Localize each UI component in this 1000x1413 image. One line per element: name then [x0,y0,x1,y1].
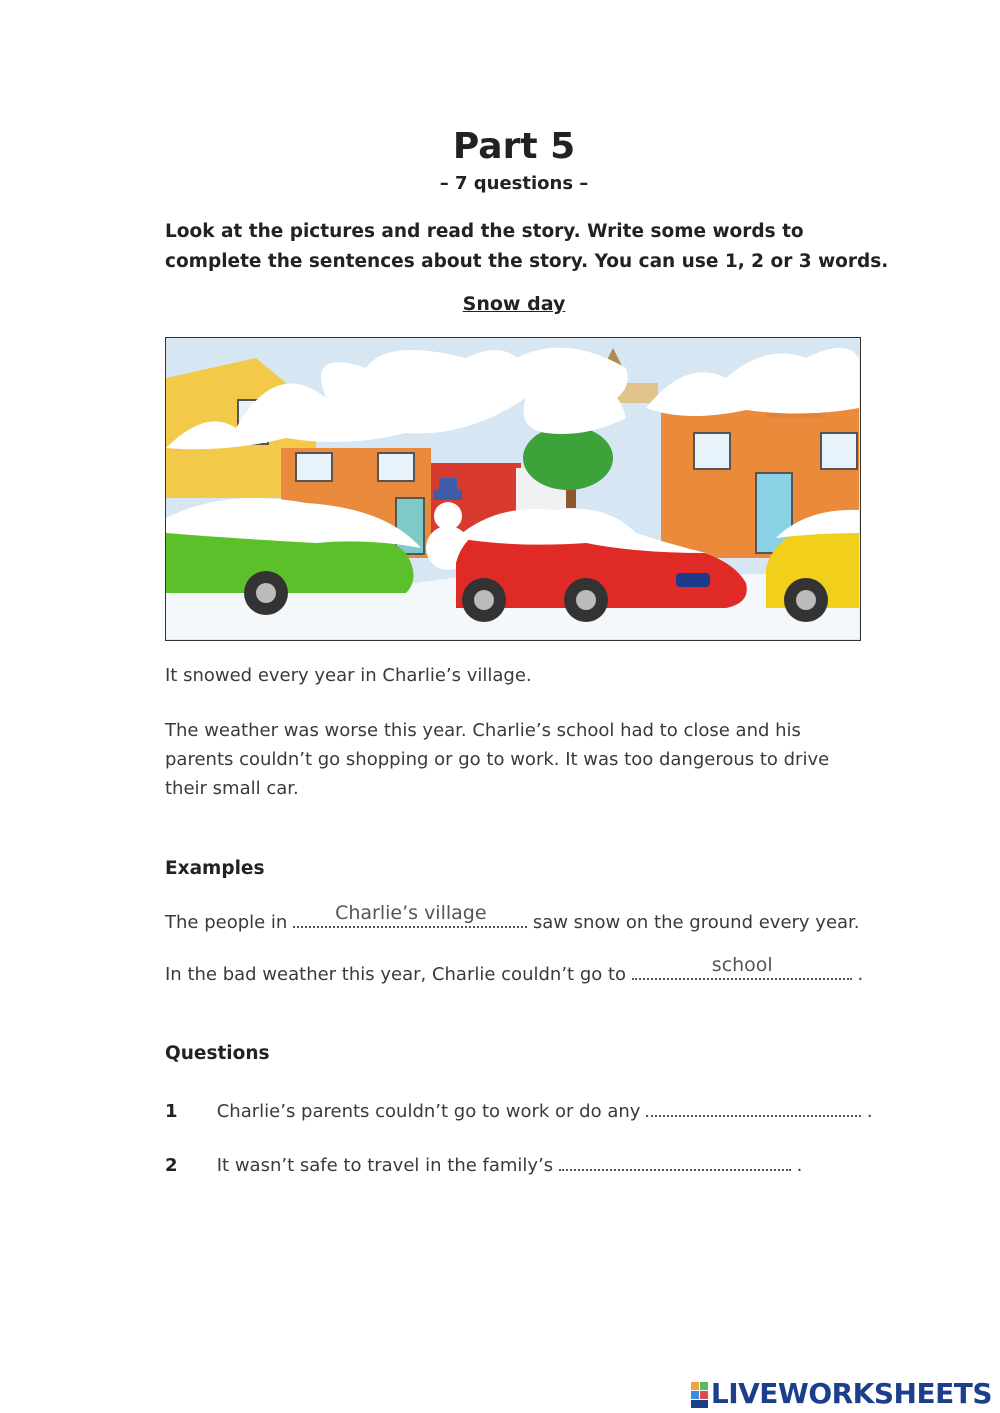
page-title: Part 5 [452,126,576,167]
snowy-street-image [166,338,859,639]
question-1-number: 1 [165,1101,178,1122]
instructions-line-2: complete the sentences about the story. You can use 1, 2 or 3 words. [165,251,889,272]
example-1-answer: Charlie’s village [335,902,487,924]
question-2 [165,1155,802,1176]
example-2-answer: school [711,954,773,976]
logo-text: LIVEWORKSHEETS [710,1377,992,1410]
example-2-text: In the bad weather this year, Charlie couldn’t go to [165,964,627,985]
example-1 [165,902,860,933]
story-paragraph-2-line-3: their small car. [165,778,299,799]
liveworksheets-logo [691,1377,992,1410]
question-1-end: . [866,1101,873,1122]
questions-heading: Questions [165,1043,270,1064]
example-2-end: . [857,964,864,985]
instructions-line-1: Look at the pictures and read the story. Write some words to [165,221,804,242]
question-2-end: . [796,1155,803,1176]
question-1-text: Charlie’s parents couldn’t go to work or do any [216,1101,641,1122]
question-1 [165,1101,873,1122]
example-2-answer-field [632,954,852,980]
question-2-answer-field[interactable] [559,1155,791,1171]
question-2-number: 2 [165,1155,178,1176]
example-1-text: The people in [165,912,288,933]
example-1-end: saw snow on the ground every year. [532,912,860,933]
example-2 [165,954,864,985]
story-paragraph-1: It snowed every year in Charlie’s village. [165,665,532,686]
story-title: Snow day [462,293,566,315]
question-2-text: It wasn’t safe to travel in the family’s [216,1155,554,1176]
page-subtitle: – 7 questions – [439,173,589,194]
story-paragraph-2-line-1: The weather was worse this year. Charlie’s school had to close and his [165,720,801,741]
story-paragraph-2-line-2: parents couldn’t go shopping or go to work. It was too dangerous to drive [165,749,830,770]
logo-mark-icon [691,1382,709,1408]
question-1-answer-field[interactable] [646,1101,861,1117]
examples-heading: Examples [165,858,265,879]
story-illustration [165,337,861,641]
example-1-answer-field [293,902,527,928]
